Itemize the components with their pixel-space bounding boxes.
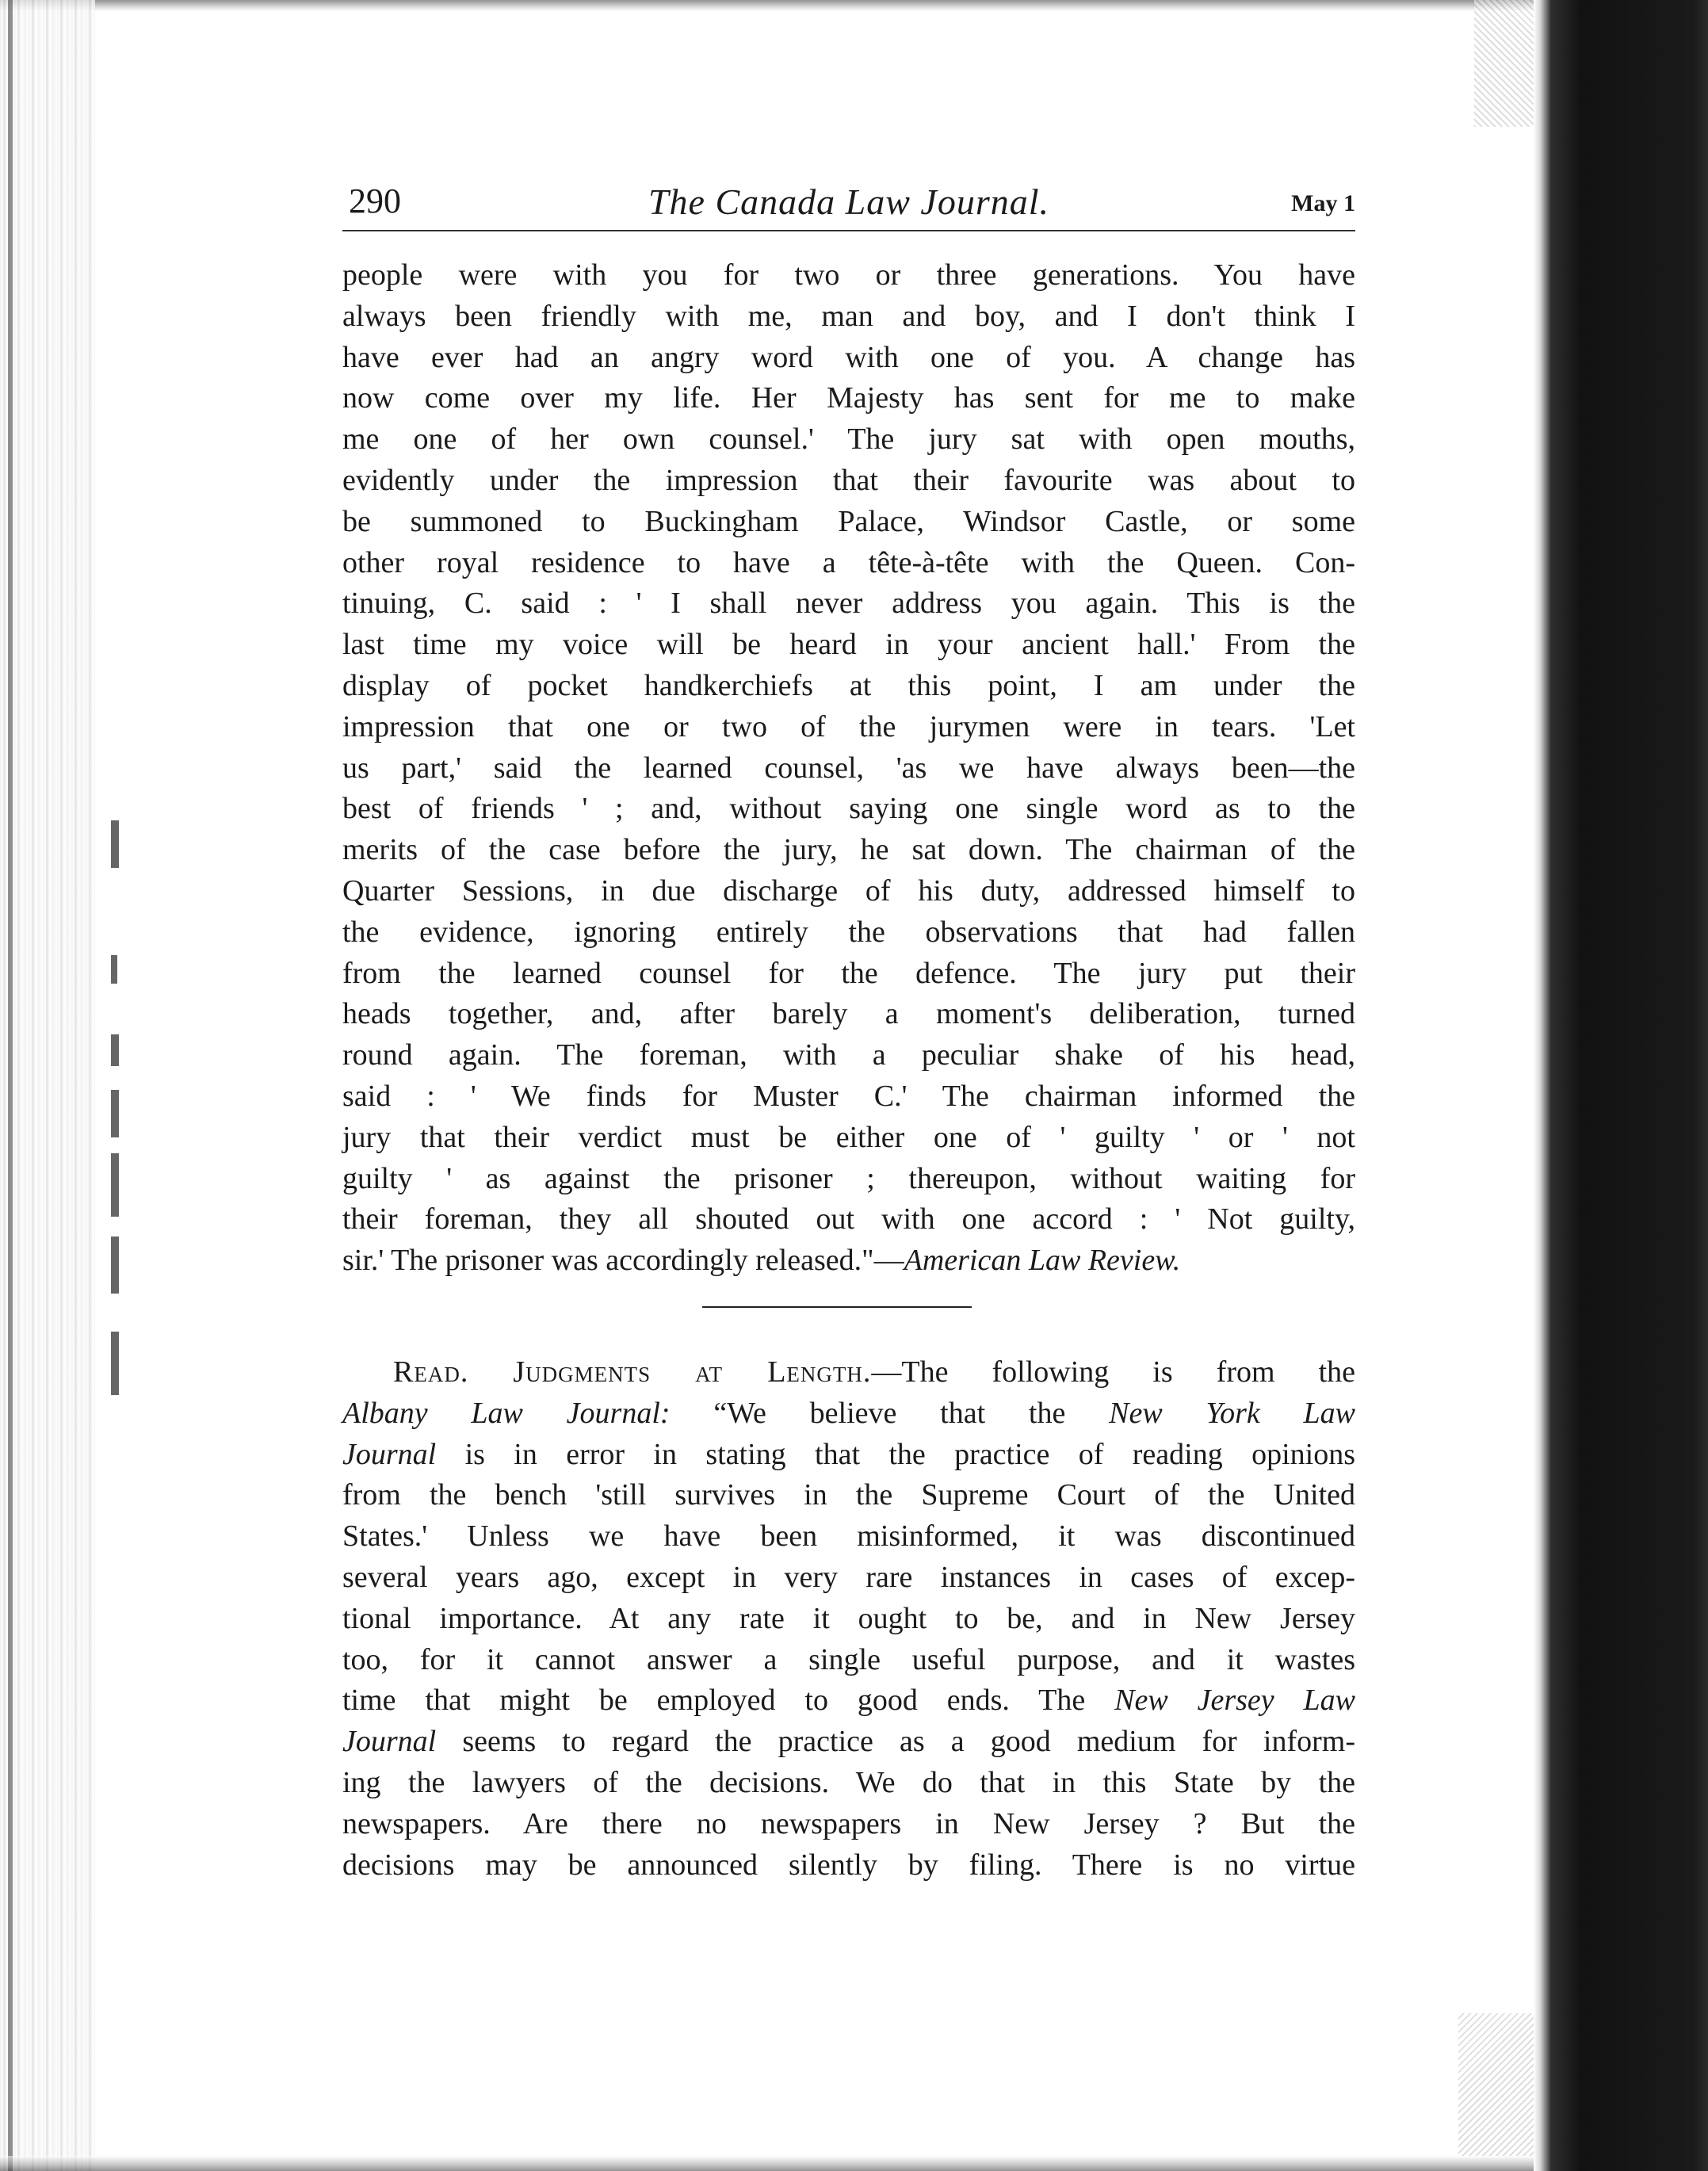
- text-line: newspapers. Are there no newspapers in New Jersey ? But the: [342, 1806, 1355, 1840]
- text-line: ing the lawyers of the decisions. We do that in this State by the: [342, 1765, 1355, 1799]
- text-line: us part,' said the learned counsel, 'as we have always been—the: [342, 751, 1355, 785]
- text-line-body: “We believe that the: [670, 1396, 1110, 1430]
- text-line: [342, 1240, 1355, 1282]
- scan-edge-top: [0, 0, 1708, 11]
- text-line: [342, 1352, 1355, 1393]
- article-heading: Read. Judgments at Length.: [393, 1355, 872, 1389]
- article-continuation-paragraph: [342, 255, 1355, 1282]
- text-line: [342, 1680, 1355, 1722]
- text-line: decisions may be announced silently by filing. There is no virtue: [342, 1848, 1355, 1882]
- text-line-body: seems to regard the practice as a good medium for inform-: [436, 1725, 1355, 1759]
- text-line: best of friends ' ; and, without saying one single word as to the: [342, 792, 1355, 826]
- scan-spine-texture-top: [1474, 0, 1538, 127]
- text-line: [342, 1722, 1355, 1763]
- ink-bleed-mark: [111, 1236, 119, 1294]
- text-line: round again. The foreman, with a peculiar shake of his head,: [342, 1038, 1355, 1072]
- text-line: merits of the case before the jury, he sat down. The chairman of the: [342, 833, 1355, 867]
- text-line: other royal residence to have a tête-à-tête with the Queen. Con-: [342, 545, 1355, 579]
- text-line-body: time that might be employed to good ends. The: [342, 1684, 1115, 1718]
- scan-edge-left-line: [8, 0, 13, 2171]
- text-line: heads together, and, after barely a moment's deliberation, turned: [342, 997, 1355, 1031]
- scan-edge-bottom: [0, 2156, 1708, 2171]
- text-line: [342, 1393, 1355, 1435]
- text-line: the evidence, ignoring entirely the observations that had fallen: [342, 915, 1355, 949]
- text-line: have ever had an angry word with one of you. A change has: [342, 340, 1355, 374]
- text-line: me one of her own counsel.' The jury sat with open mouths,: [342, 422, 1355, 457]
- text-line: from the learned counsel for the defence. The jury put their: [342, 956, 1355, 990]
- running-head: [342, 181, 1355, 228]
- ink-bleed-mark: [111, 1034, 119, 1066]
- text-line: people were with you for two or three generations. You have: [342, 258, 1355, 292]
- scan-spine-texture-bottom: [1458, 2013, 1538, 2156]
- journal-citation: Albany Law Journal:: [342, 1396, 671, 1430]
- journal-citation: Journal: [342, 1725, 437, 1759]
- section-divider: [702, 1306, 972, 1308]
- text-line: display of pocket handkerchiefs at this point, I am under the: [342, 668, 1355, 702]
- journal-title: The Canada Law Journal.: [648, 182, 1050, 222]
- text-line: said : ' We finds for Muster C.' The chairman informed the: [342, 1079, 1355, 1113]
- ink-bleed-mark: [111, 1332, 119, 1395]
- article-read-judgments: [342, 1352, 1355, 1886]
- scan-edge-left: [0, 0, 95, 2171]
- text-line: guilty ' as against the prisoner ; thereupon, without waiting for: [342, 1161, 1355, 1195]
- text-line: tinuing, C. said : ' I shall never address you again. This is the: [342, 587, 1355, 621]
- ink-bleed-mark: [111, 820, 119, 868]
- text-line: always been friendly with me, man and boy, and I don't think I: [342, 299, 1355, 333]
- journal-citation: New Jersey Law: [1114, 1684, 1356, 1718]
- book-spine-shadow: [1534, 0, 1708, 2171]
- text-line: impression that one or two of the jurymen were in tears. 'Let: [342, 709, 1355, 743]
- text-line: Quarter Sessions, in due discharge of his duty, addressed himself to: [342, 873, 1355, 908]
- text-line: States.' Unless we have been misinformed, it was discontinued: [342, 1519, 1355, 1554]
- article-paragraph: [342, 1352, 1355, 1886]
- journal-citation: New York Law: [1109, 1396, 1355, 1430]
- text-line: last time my voice will be heard in your ancient hall.' From the: [342, 628, 1355, 662]
- text-line: too, for it cannot answer a single useful purpose, and it wastes: [342, 1642, 1355, 1676]
- text-line: several years ago, except in very rare instances in cases of excep-: [342, 1560, 1355, 1594]
- ink-bleed-mark: [111, 1090, 119, 1137]
- text-line: jury that their verdict must be either one of ' guilty ' or ' not: [342, 1120, 1355, 1154]
- text-line-body: —The following is from the: [871, 1355, 1355, 1389]
- text-line: their foreman, they all shouted out with one accord : ' Not guilty,: [342, 1202, 1355, 1236]
- text-line: evidently under the impression that their favourite was about to: [342, 463, 1355, 497]
- text-line: from the bench 'still survives in the Supreme Court of the United: [342, 1478, 1355, 1512]
- ink-bleed-mark: [111, 955, 117, 984]
- journal-citation: Journal: [342, 1437, 437, 1471]
- text-line: [342, 1435, 1355, 1476]
- text-line: tional importance. At any rate it ought to be, and in New Jersey: [342, 1601, 1355, 1635]
- source-citation: American Law Review.: [904, 1244, 1181, 1278]
- text-line-body: is in error in stating that the practice of reading opinions: [436, 1437, 1355, 1471]
- ink-bleed-mark: [111, 1153, 119, 1217]
- text-line: be summoned to Buckingham Palace, Windsor Castle, or some: [342, 504, 1355, 538]
- text-line-body: sir.' The prisoner was accordingly released."—: [342, 1244, 904, 1278]
- header-rule: [342, 230, 1355, 231]
- page-number: 290: [349, 182, 401, 220]
- issue-date: May 1: [1291, 190, 1355, 216]
- text-line: now come over my life. Her Majesty has sent for me to make: [342, 381, 1355, 415]
- article-continuation: [342, 255, 1355, 1282]
